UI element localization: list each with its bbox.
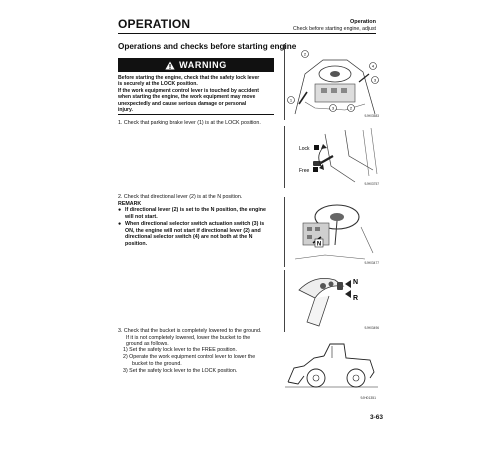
warning-line: unexpectedly and cause serious damage or personal (118, 100, 247, 107)
neutral-label: N (353, 279, 359, 286)
step-3-line: If it is not completely lowered, lower the bucket to the (126, 334, 251, 341)
figure-caption: 9JH03757 (364, 182, 379, 186)
substep: 3) Set the safety lock lever to the LOCK position. (123, 368, 238, 374)
figure-caption: 9JH01351 (360, 396, 376, 400)
page-title: Operations and checks before starting engine (118, 42, 297, 51)
step-3-line: 3. Check that the bucket is completely lowered to the ground. (118, 328, 262, 334)
lock-label: Lock (299, 146, 310, 152)
remark-list (118, 207, 274, 248)
step-3-text (118, 328, 278, 348)
neutral-callout: N (316, 241, 322, 248)
remark-item: If directional lever (2) is set to the N position, the engine will not start. (125, 207, 266, 220)
page-number: 3-63 (369, 414, 383, 421)
substep: bucket to the ground. (132, 361, 182, 367)
free-label: Free (299, 168, 310, 174)
bullet-icon: ● (118, 207, 122, 213)
step-1-text: 1. Check that parking brake lever (1) is at the LOCK position. (118, 120, 261, 126)
substep: 2) Operate the work equipment control lever to lower the (123, 354, 256, 360)
warning-line: is securely at the LOCK position. (118, 81, 198, 88)
remark-item: When directional selector switch actuation switch (3) is ON, the engine will not start if directional lever (2) and directional selector switch (4) are not both at the N position. (125, 221, 265, 247)
warning-label: WARNING (179, 60, 227, 70)
figure-directional-selector (284, 270, 381, 332)
directional-lever-illustration (285, 197, 381, 267)
figure-caption: 9JH03477 (364, 261, 379, 265)
list-item (118, 207, 274, 220)
remark-heading: REMARK (118, 201, 142, 207)
figure-directional-lever (284, 197, 381, 267)
callout-number: 4 (371, 63, 375, 69)
reverse-label: R (353, 295, 359, 302)
warning-banner (118, 58, 274, 72)
header-topic: Operation (350, 19, 376, 25)
bullet-icon: ● (118, 221, 122, 227)
warning-rule (118, 114, 274, 115)
step-3-line: ground as follows. (126, 341, 169, 347)
warning-line: Before starting the engine, check that the safety lock lever (118, 75, 260, 81)
figure-cab-controls (284, 44, 381, 120)
section-heading: OPERATION (118, 17, 191, 31)
step-3-substeps (123, 347, 278, 375)
wheel-loader-illustration (284, 338, 380, 400)
step-2-text: 2. Check that directional lever (2) is at the N position. (118, 194, 243, 200)
warning-triangle-icon (165, 61, 175, 70)
substep: 1) Set the safety lock lever to the FREE position. (123, 347, 237, 353)
list-item (118, 221, 274, 247)
header-subtopic: Check before starting engine, adjust (292, 26, 376, 32)
figure-caption: 9JH03583 (364, 114, 379, 118)
directional-selector-illustration (285, 270, 381, 332)
figure-bucket-lowered (284, 338, 380, 400)
warning-line: injury. (118, 107, 133, 114)
cab-controls-illustration (285, 44, 381, 120)
callout-number: 2 (303, 51, 307, 57)
warning-text (118, 75, 274, 113)
callout-number: 3 (373, 77, 377, 83)
callout-number: 2 (349, 105, 353, 111)
figure-parking-brake (284, 126, 381, 188)
warning-line: when starting the engine, the work equipment may move (118, 94, 256, 101)
warning-line: If the work equipment control lever is touched by accident (118, 87, 259, 94)
callout-number: 1 (289, 97, 293, 103)
header-rule (118, 33, 376, 34)
parking-brake-illustration (285, 126, 381, 188)
callout-number: 3 (331, 105, 335, 111)
figure-caption: 9JH03496 (364, 326, 379, 330)
